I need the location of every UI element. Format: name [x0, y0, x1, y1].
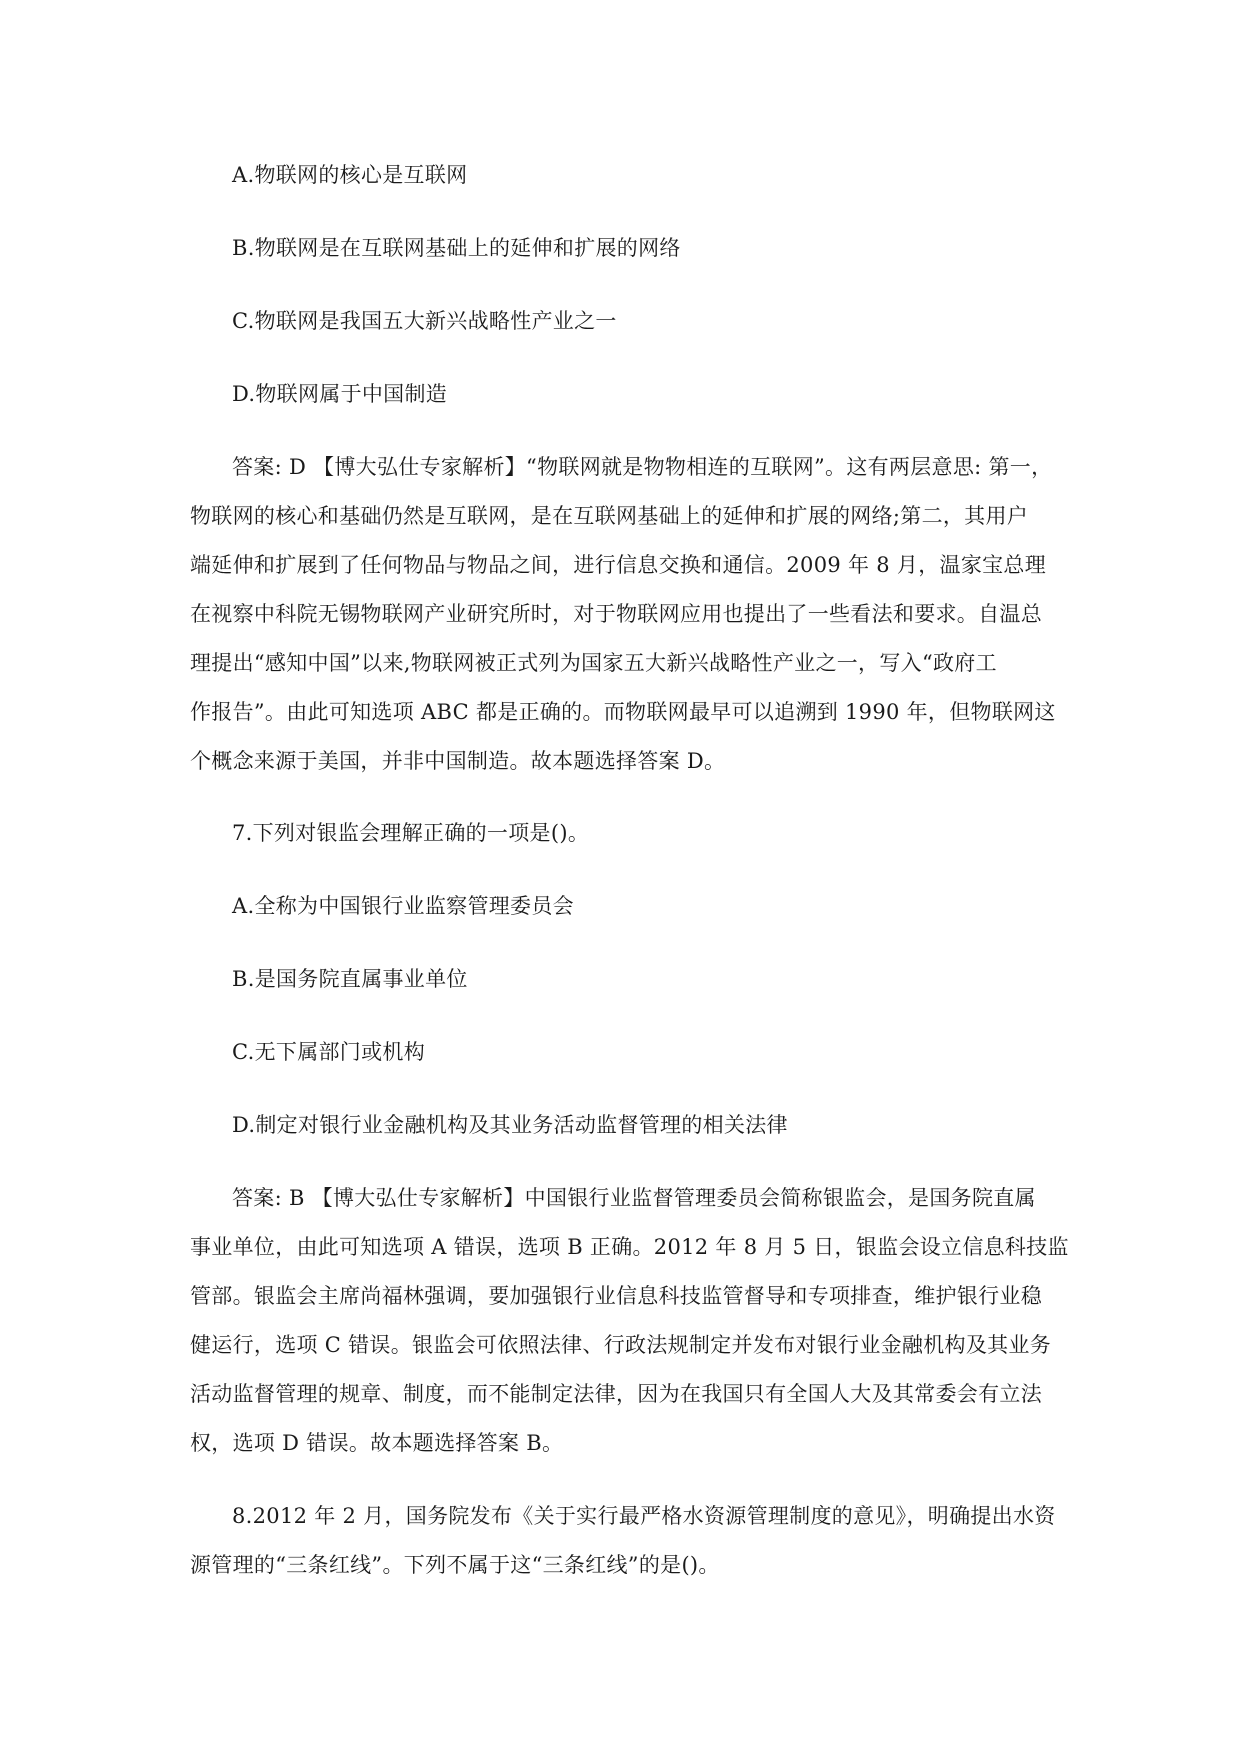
- q7-option-a: A.全称为中国银行业监察管理委员会: [232, 894, 574, 918]
- q6-answer-line: 答案: D 【博大弘仕专家解析】“物联网就是物物相连的互联网”。这有两层意思: 第一，: [232, 455, 1053, 479]
- q7-option-c: C.无下属部门或机构: [232, 1040, 425, 1064]
- q7-answer-line: 管部。银监会主席尚福林强调，要加强银行业信息科技监管督导和专项排查，维护银行业稳: [190, 1284, 1042, 1308]
- q7-question: 7.下列对银监会理解正确的一项是()。: [232, 821, 590, 845]
- q7-answer-line: 活动监督管理的规章、制度，而不能制定法律，因为在我国只有全国人大及其常委会有立法: [190, 1382, 1042, 1406]
- q6-option-c: C.物联网是我国五大新兴战略性产业之一: [232, 309, 617, 333]
- q6-answer-line: 作报告”。由此可知选项 ABC 都是正确的。而物联网最早可以追溯到 1990 年，但物联网这: [190, 700, 1056, 724]
- q8-question-line: 8.2012 年 2 月，国务院发布《关于实行最严格水资源管理制度的意见》，明确提出水资: [232, 1504, 1056, 1528]
- q6-answer-line: 物联网的核心和基础仍然是互联网，是在互联网基础上的延伸和扩展的网络;第二，其用户: [190, 504, 1029, 528]
- q8-question-line: 源管理的“三条红线”。下列不属于这“三条红线”的是()。: [190, 1553, 720, 1577]
- q6-option-a: A.物联网的核心是互联网: [232, 163, 468, 187]
- q6-answer-line: 在视察中科院无锡物联网产业研究所时，对于物联网应用也提出了一些看法和要求。自温总: [190, 602, 1042, 626]
- q6-option-d: D.物联网属于中国制造: [232, 382, 448, 406]
- q7-answer-line: 答案: B 【博大弘仕专家解析】中国银行业监督管理委员会简称银监会，是国务院直属: [232, 1186, 1036, 1210]
- q6-option-b: B.物联网是在互联网基础上的延伸和扩展的网络: [232, 236, 681, 260]
- q6-answer-line: 理提出“感知中国”以来,物联网被正式列为国家五大新兴战略性产业之一，写入“政府工: [190, 651, 997, 675]
- q6-answer-line: 个概念来源于美国，并非中国制造。故本题选择答案 D。: [190, 749, 726, 773]
- q7-option-d: D.制定对银行业金融机构及其业务活动监督管理的相关法律: [232, 1113, 788, 1137]
- q7-answer-line: 权，选项 D 错误。故本题选择答案 B。: [190, 1431, 564, 1455]
- q6-answer-line: 端延伸和扩展到了任何物品与物品之间，进行信息交换和通信。2009 年 8 月，温家宝总理: [190, 553, 1047, 577]
- q7-option-b: B.是国务院直属事业单位: [232, 967, 468, 991]
- q7-answer-line: 事业单位，由此可知选项 A 错误，选项 B 正确。2012 年 8 月 5 日，银监会设立信息科技监: [190, 1235, 1069, 1259]
- q7-answer-line: 健运行，选项 C 错误。银监会可依照法律、行政法规制定并发布对银行业金融机构及其业务: [190, 1333, 1052, 1357]
